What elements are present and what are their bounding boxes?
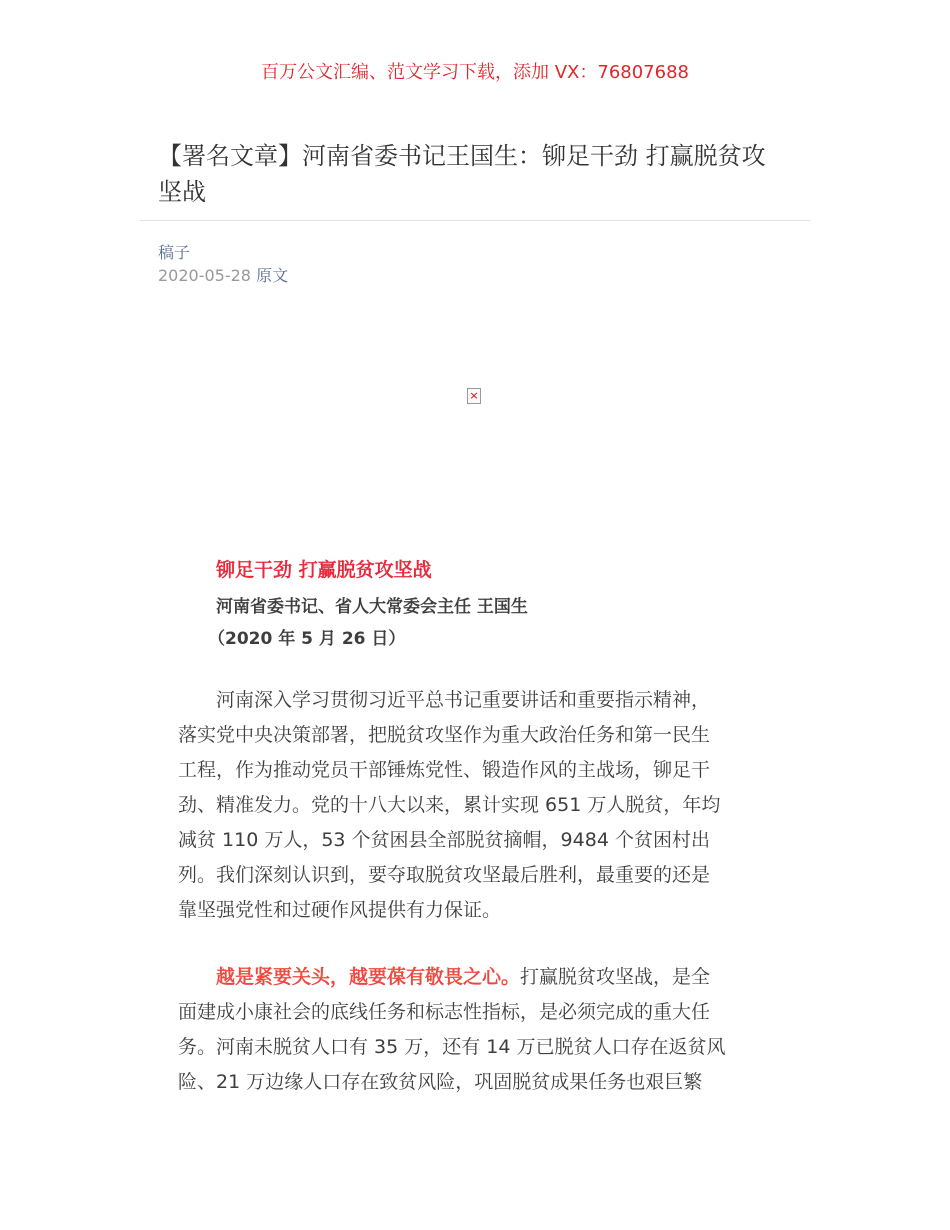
divider [140,220,810,221]
publish-date: 2020-05-28 [158,266,251,285]
broken-image-icon: × [467,388,481,404]
article-meta [158,263,288,286]
text-span: 打赢脱贫攻坚战，是全 [520,966,711,988]
article-title: 【署名文章】河南省委书记王国生：铆足干劲 打赢脱贫攻坚战 [158,142,766,206]
byline: 河南省委书记、省人大常委会主任 王国生 [216,597,528,617]
text-line: 工程，作为推动党员干部锤炼党性、锻造作风的主战场，铆足干 [178,759,711,781]
text-line: 河南深入学习贯彻习近平总书记重要讲话和重要指示精神， [178,689,711,711]
text-line: 列。我们深刻认识到，要夺取脱贫攻坚最后胜利，最重要的还是 [178,864,711,886]
text-line [178,960,778,995]
source-link[interactable]: 原文 [256,266,289,285]
text-line: 减贫 110 万人，53 个贫困县全部脱贫摘帽，9484 个贫困村出 [178,829,710,851]
text-line: 落实党中央决策部署，把脱贫攻坚作为重大政治任务和第一民生 [178,724,711,746]
text-line: 靠坚强党性和过硬作风提供有力保证。 [178,899,502,921]
promo-banner: 百万公文汇编、范文学习下载，添加 VX：76807688 [261,62,689,83]
paragraph-1 [178,683,778,928]
highlight-text: 越是紧要关头，越要葆有敬畏之心。 [216,966,521,988]
paragraph-2 [178,960,778,1100]
dateline: （2020 年 5 月 26 日） [208,629,406,649]
text-line: 险、21 万边缘人口存在致贫风险，巩固脱贫成果任务也艰巨繁 [178,1071,703,1093]
text-line: 务。河南未脱贫人口有 35 万，还有 14 万已脱贫人口存在返贫风 [178,1036,726,1058]
text-line: 劲、精准发力。党的十八大以来，累计实现 651 万人脱贫，年均 [178,794,721,816]
text-line: 面建成小康社会的底线任务和标志性指标，是必须完成的重大任 [178,1001,711,1023]
author-link[interactable]: 稿子 [158,243,191,262]
body-heading: 铆足干劲 打赢脱贫攻坚战 [216,559,432,581]
